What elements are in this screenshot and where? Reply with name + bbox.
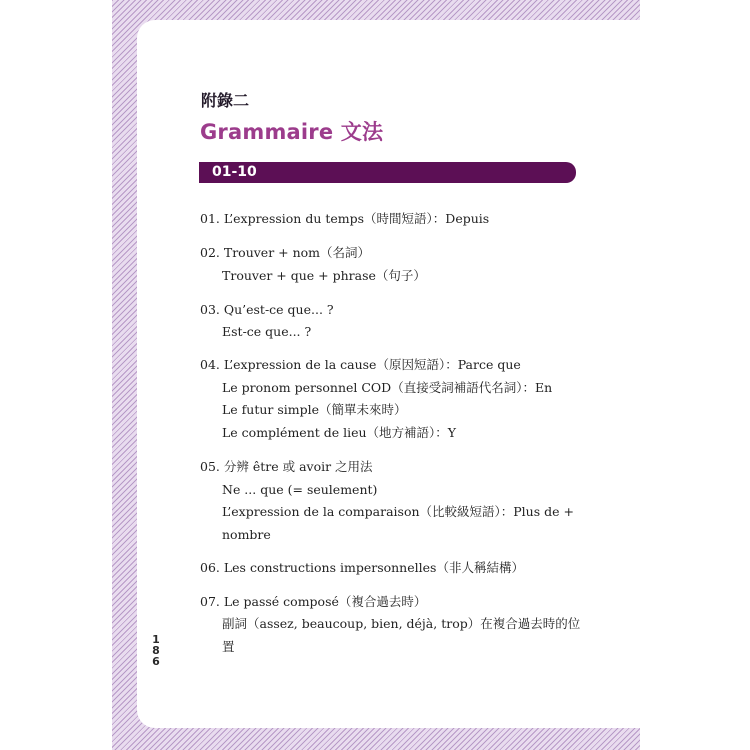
page-number-digit: 6 [152,655,160,668]
chapter-title: Grammaire 文法 [200,120,384,144]
page-number-digit: 8 [152,644,160,657]
section-bar-label: 01-10 [212,164,257,180]
entry-02-line-2: Trouver + que + phrase（句子） [222,268,426,283]
entry-04-line-3: Le futur simple（簡單未來時） [222,402,407,417]
entry-02-line-1: 02. Trouver + nom（名詞） [200,245,371,260]
entry-04-line-1: 04. L’expression de la cause（原因短語）：Parce que [200,357,521,372]
entry-06-line-1: 06. Les constructions impersonnelles（非人稱結構） [200,560,524,575]
entry-07-line-2: 副詞（assez, beaucoup, bien, déjà, trop）在複合過去時的位 [222,616,581,631]
page-number-digit: 1 [152,633,160,646]
entry-05-line-3: L’expression de la comparaison（比較級短語）：Plus de + [222,504,574,519]
entry-05-line-1: 05. 分辨 être 或 avoir 之用法 [200,459,373,474]
entry-03-line-2: Est-ce que... ? [222,324,312,339]
entry-05-line-2: Ne ... que (= seulement) [222,482,378,497]
entry-04-line-4: Le complément de lieu（地方補語）：Y [222,425,457,440]
section-bar [199,162,576,183]
entry-05-line-4: nombre [222,527,271,542]
entry-01-line-1: 01. L’expression du temps（時間短語）：Depuis [200,211,490,226]
entry-07-line-3: 置 [222,639,235,654]
entry-07-line-1: 07. Le passé composé（複合過去時） [200,594,427,609]
appendix-label: 附錄二 [201,91,250,110]
entry-04-line-2: Le pronom personnel COD（直接受詞補語代名詞）：En [222,380,553,395]
page-number [150,634,162,667]
entry-03-line-1: 03. Qu’est-ce que... ? [200,302,334,317]
